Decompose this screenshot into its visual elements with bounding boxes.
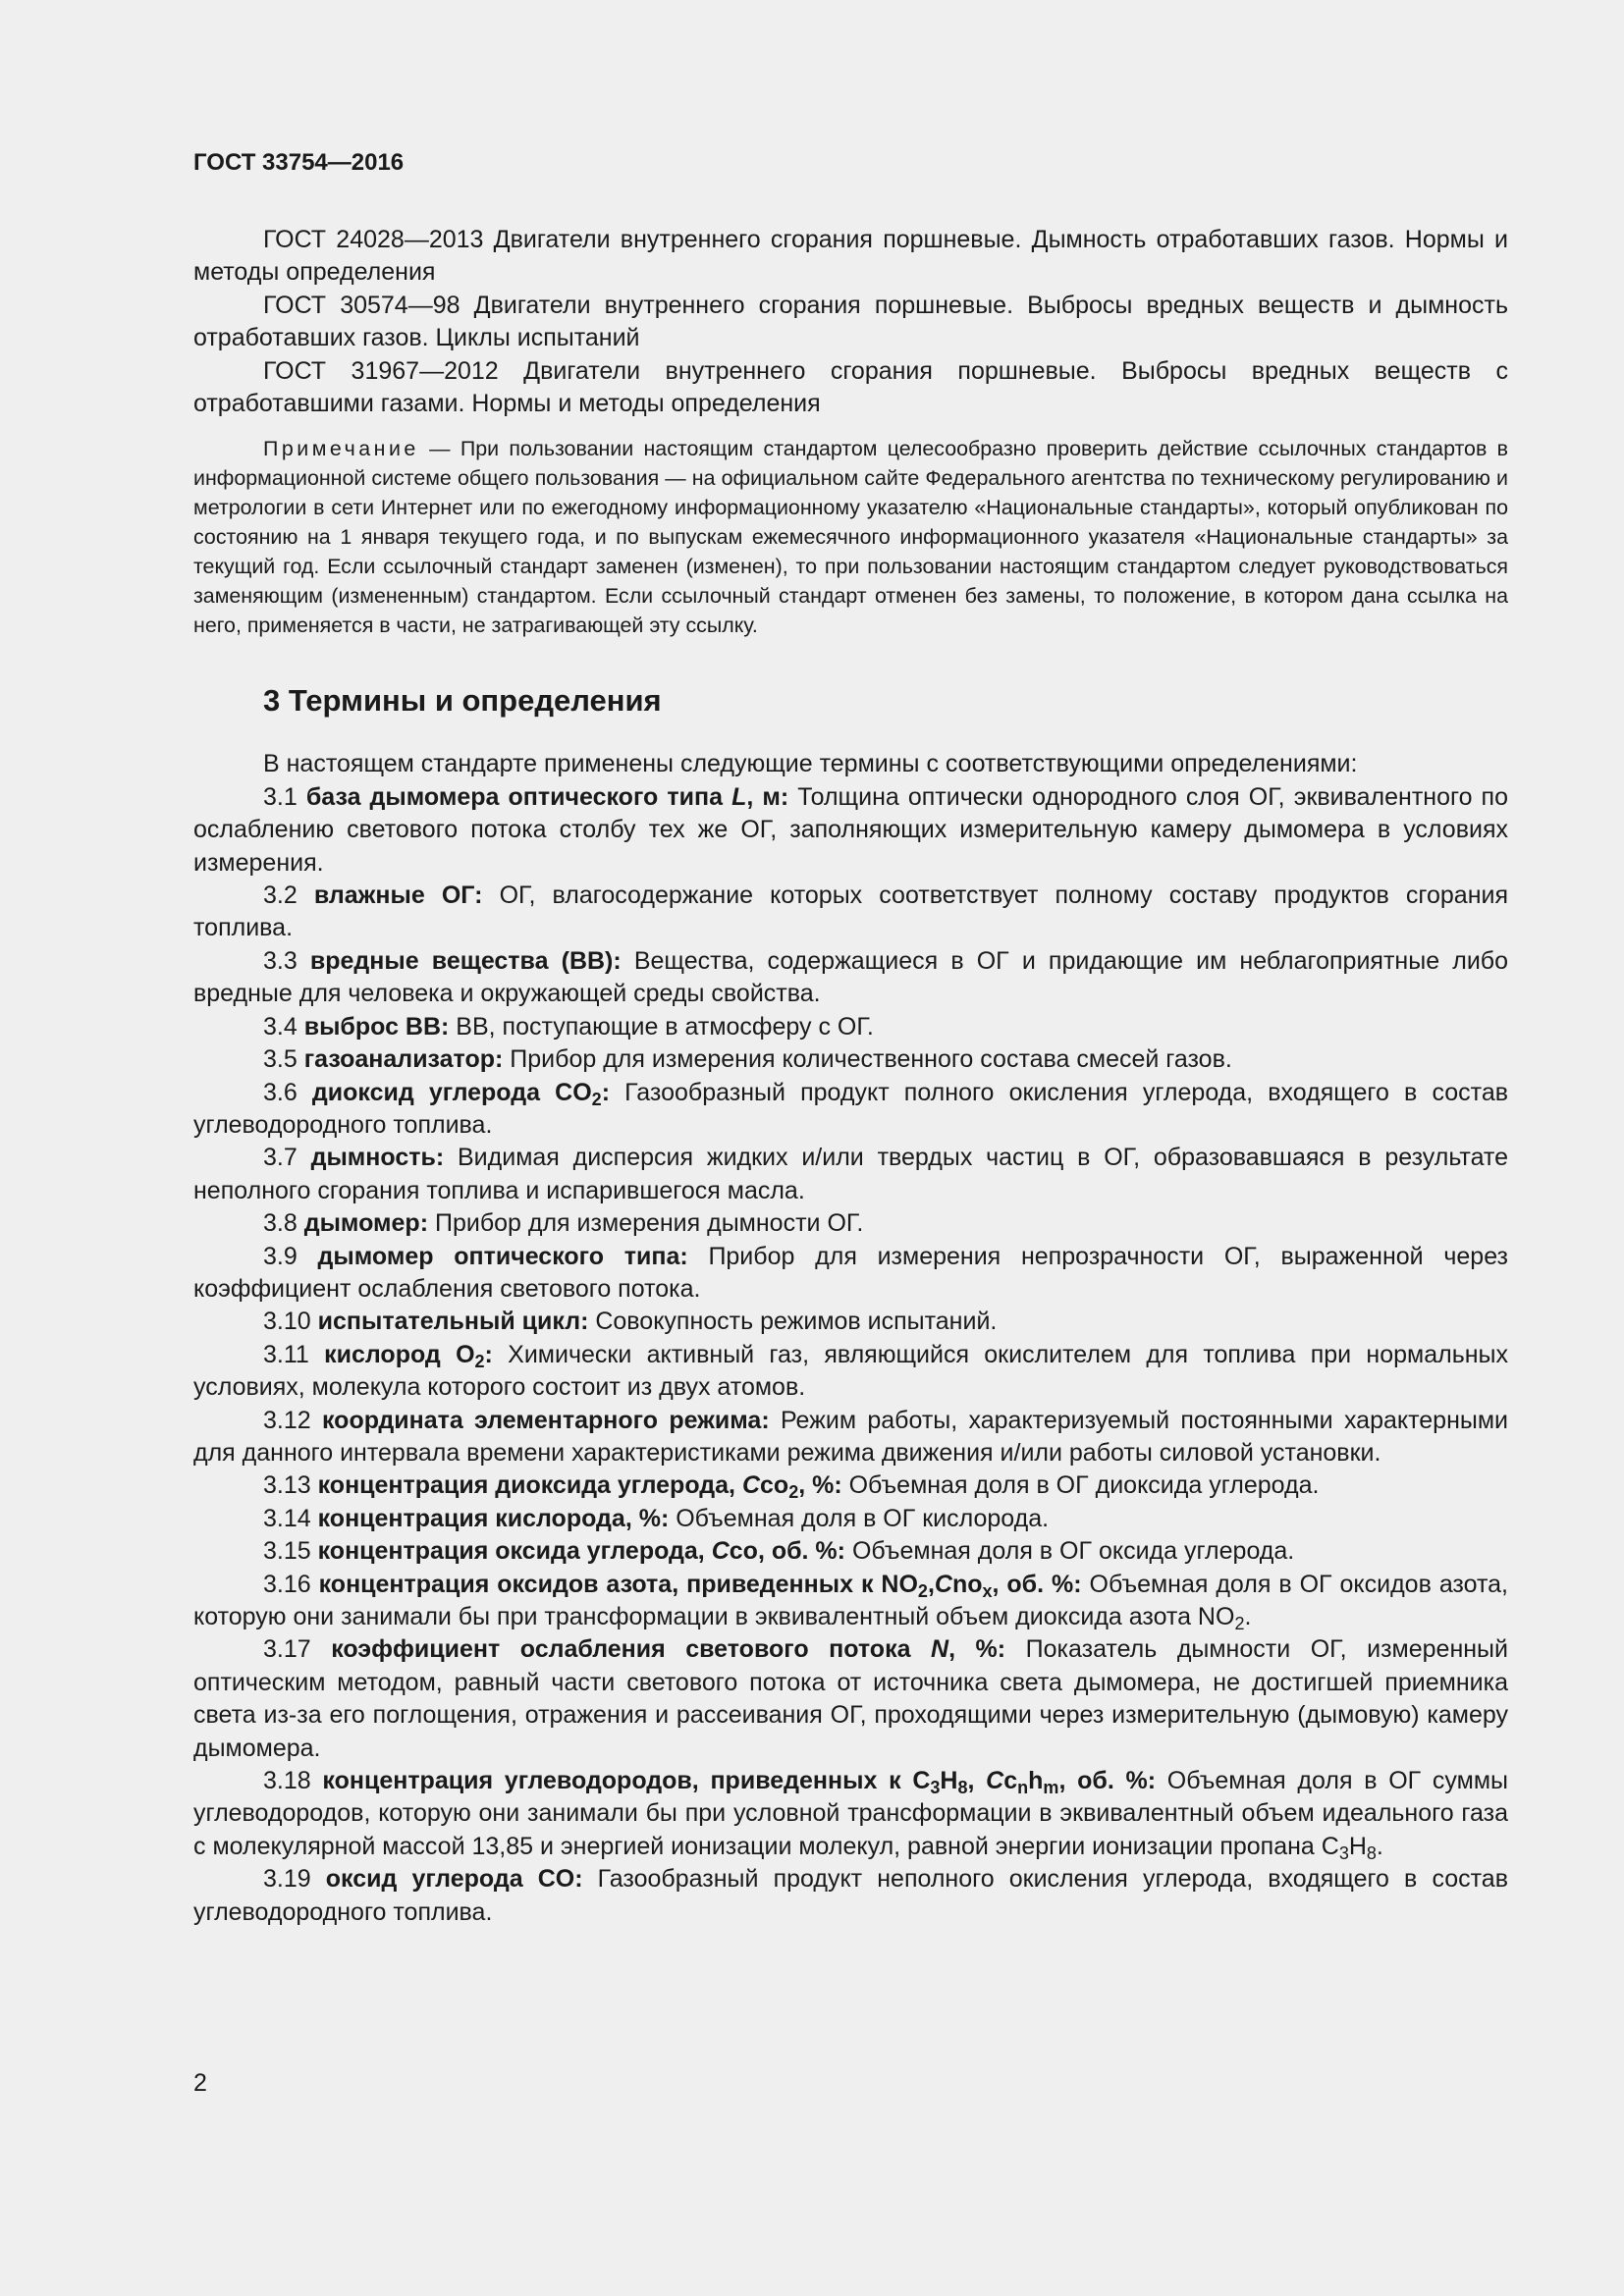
note-paragraph (193, 434, 1508, 640)
term-3-8 (193, 1207, 1508, 1240)
page-content (193, 224, 1508, 1929)
term-definition: Прибор для измерения непрозрачности ОГ, выраженной через коэффициент ослабления светового потока. (193, 1242, 1509, 1303)
note-dash: — (418, 437, 460, 461)
term-3-5 (193, 1043, 1508, 1076)
document-code: ГОСТ 33754—2016 (193, 149, 405, 176)
term-definition: Видимая дисперсия жидких и/или твердых частиц в ОГ, образовавшаяся в результате неполного сгорания топлива и испарившегося масла. (193, 1144, 1509, 1204)
term-number: 3.12 (263, 1406, 322, 1434)
term-definition: Показатель дымности ОГ, измеренный оптическим методом, равный части светового потока от источника света дымомера, не достигшей приемника света из-за его поглощения, отражения и рассеивания ОГ, проходящими через измерительную (дымовую) камеру дымомера. (193, 1635, 1508, 1762)
term-number: 3.4 (263, 1012, 304, 1041)
reference-item: ГОСТ 31967—2012 Двигатели внутреннего сгорания поршневые. Выбросы вредных веществ с отработавшими газами. Нормы и методы определения (193, 356, 1508, 418)
term-number: 3.18 (263, 1767, 323, 1795)
term-3-19 (193, 1863, 1508, 1929)
term-name: диоксид углерода $CO_2$: (311, 1078, 611, 1109)
term-definition: Газообразный продукт неполного окисления углерода, входящего в состав углеводородного топлива. (193, 1865, 1508, 1926)
section-intro: В настоящем стандарте применены следующие термины с соответствующими определениями: (263, 750, 1358, 778)
term-3-17 (193, 1633, 1508, 1765)
term-definition: Прибор для измерения количественного состава смесей газов. (503, 1045, 1232, 1074)
term-definition: Режим работы, характеризуемый постоянными характерными для данного интервала времени характеристиками режима движения и/или работы силовой установки. (193, 1406, 1508, 1467)
term-name: концентрация диоксида углерода, Cco$_2$, %: (317, 1471, 842, 1503)
term-3-9 (193, 1241, 1508, 1307)
term-name: дымомер: (303, 1209, 429, 1238)
term-definition: ОГ, влагосодержание которых соответствует полному составу продуктов сгорания топлива. (193, 881, 1509, 942)
term-name: оксид углерода CO: (325, 1865, 583, 1894)
term-name: координата элементарного режима: (321, 1406, 770, 1434)
term-3-4 (193, 1011, 1508, 1043)
term-number: 3.13 (263, 1471, 318, 1500)
term-number: 3.1 (263, 782, 306, 811)
term-number: 3.15 (263, 1537, 318, 1566)
term-definition: Объемная доля в ОГ суммы углеводородов, которую они занимали бы при условной трансформации в эквивалентный объем идеального газа с молекулярной массой 13,85 и энергией ионизации молекул, равной энергии ионизации пропана $C_3H_8$. (193, 1767, 1508, 1863)
term-number: 3.8 (263, 1209, 304, 1238)
term-name: коэффициент ослабления светового потока N, %: (331, 1635, 1006, 1664)
term-name: кислород $O_2$: (324, 1340, 493, 1371)
term-number: 3.16 (263, 1570, 319, 1598)
term-definition: Газообразный продукт полного окисления углерода, входящего в состав углеводородного топлива. (193, 1078, 1509, 1139)
reference-item: ГОСТ 24028—2013 Двигатели внутреннего сгорания поршневые. Дымность отработавших газов. Нормы и методы определения (193, 226, 1508, 287)
term-3-3 (193, 945, 1508, 1011)
term-name: испытательный цикл: (317, 1308, 589, 1336)
term-3-12 (193, 1405, 1508, 1470)
term-definition: Вещества, содержащиеся в ОГ и придающие им неблагоприятные либо вредные для человека и окружающей среды свойства. (193, 946, 1509, 1008)
term-name: концентрация оксидов азота, приведенных к $NO_2,Cno_x$, об. %: (318, 1570, 1082, 1601)
term-definition: Химически активный газ, являющийся окислителем для топлива при нормальных условиях, молекула которого состоит из двух атомов. (193, 1340, 1508, 1402)
term-definition: Прибор для измерения дымности ОГ. (428, 1209, 864, 1238)
term-number: 3.9 (263, 1242, 318, 1270)
term-name: концентрация оксида углерода, Cco, об. %: (317, 1537, 845, 1566)
term-3-16 (193, 1569, 1508, 1634)
term-3-10 (193, 1306, 1508, 1338)
term-number: 3.11 (263, 1340, 325, 1368)
term-number: 3.3 (263, 946, 310, 975)
term-definition: Объемная доля в ОГ диоксида углерода. (841, 1471, 1320, 1500)
term-3-7 (193, 1142, 1508, 1207)
term-name: выброс ВВ: (303, 1012, 450, 1041)
term-definition: Объемная доля в ОГ оксида углерода. (845, 1537, 1295, 1566)
term-number: 3.7 (263, 1144, 311, 1172)
term-3-1 (193, 781, 1508, 880)
term-3-11 (193, 1339, 1508, 1405)
term-number: 3.10 (263, 1308, 318, 1336)
term-name: концентрация кислорода, %: (317, 1504, 670, 1532)
term-3-14 (193, 1503, 1508, 1535)
term-name: вредные вещества (ВВ): (309, 946, 622, 975)
term-3-13 (193, 1469, 1508, 1502)
term-number: 3.14 (263, 1504, 318, 1532)
term-number: 3.5 (263, 1045, 304, 1074)
term-number: 3.6 (263, 1078, 312, 1106)
term-name: база дымомера оптического типа L, м: (305, 782, 789, 811)
term-name: влажные ОГ: (313, 881, 483, 910)
page-number: 2 (193, 2069, 207, 2097)
term-3-18 (193, 1765, 1508, 1863)
term-3-2 (193, 880, 1508, 945)
term-definition: Объемная доля в ОГ кислорода. (669, 1504, 1050, 1532)
term-number: 3.17 (263, 1635, 332, 1664)
term-definition: Совокупность режимов испытаний. (588, 1308, 998, 1336)
term-name: дымность: (310, 1144, 445, 1172)
section-title: 3 Термины и определения (263, 683, 662, 719)
term-3-6 (193, 1077, 1508, 1143)
term-definition: Толщина оптически однородного слоя ОГ, эквивалентного по ослаблению светового потока столбу тех же ОГ, заполняющих измерительную камеру дымомера в условиях измерения. (193, 782, 1508, 877)
term-name: концентрация углеводородов, приведенных к $C_3H_8$, $Cc_nh_m$, об. %: (322, 1767, 1157, 1798)
term-3-15 (193, 1535, 1508, 1568)
term-definition: Объемная доля в ОГ оксидов азота, которую они занимали бы при трансформации в эквивалентный объем диоксида азота $NO_2$. (193, 1570, 1508, 1634)
term-number: 3.2 (263, 881, 314, 910)
term-definition: ВВ, поступающие в атмосферу с ОГ. (449, 1012, 874, 1041)
term-name: дымомер оптического типа: (317, 1242, 688, 1270)
term-number: 3.19 (263, 1865, 326, 1894)
reference-item: ГОСТ 30574—98 Двигатели внутреннего сгорания поршневые. Выбросы вредных веществ и дымность отработавших газов. Циклы испытаний (193, 291, 1508, 352)
note-label: Примечание (263, 437, 419, 461)
note-text: При пользовании настоящим стандартом целесообразно проверить действие ссылочных стандартов в информационной системе общего пользования — на официальном сайте Федерального агентства по техническому регулированию и метрологии в сети Интернет или по ежегодному информационному указателю «Национальные стандарты», который опубликован по состоянию на 1 января текущего года, и по выпускам ежемесячного информационного указателя «Национальные стандарты» за текущий год. Если ссылочный стандарт заменен (изменен), то при пользовании настоящим стандартом следует руководствоваться заменяющим (измененным) стандартом. Если ссылочный стандарт отменен без замены, то положение, в котором дана ссылка на него, применяется в части, не затрагивающей эту ссылку. (193, 437, 1508, 638)
term-name: газоанализатор: (303, 1045, 504, 1074)
